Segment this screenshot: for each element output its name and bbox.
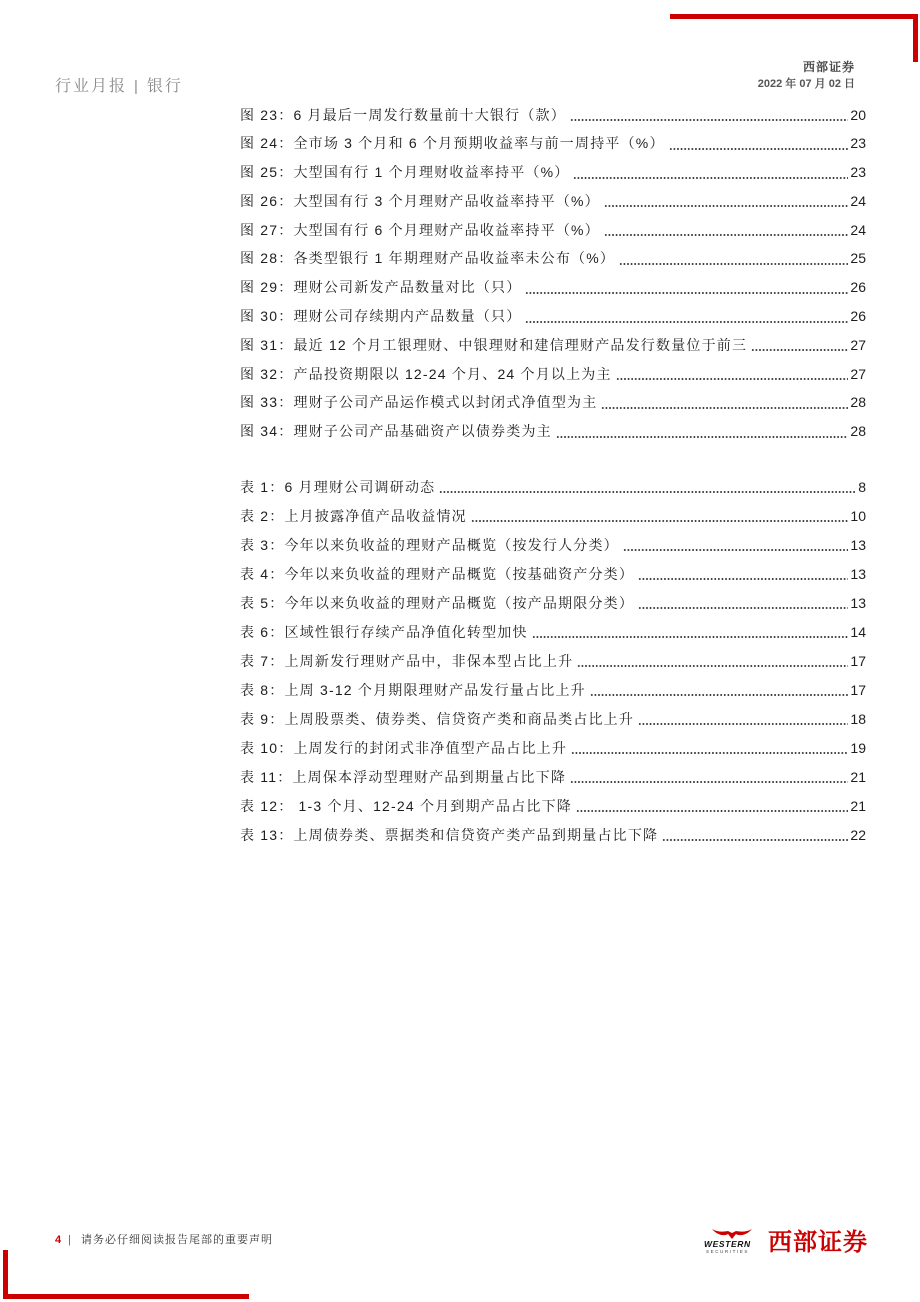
dot-leader [570,763,848,792]
entry-title: 表 12： 1-3 个月、12-24 个月到期产品占比下降 [240,797,572,814]
dot-leader [525,273,848,302]
top-right-red-rule-horizontal [670,14,918,19]
dot-leader [638,560,848,589]
top-right-red-rule-vertical [913,14,918,62]
dot-leader [576,792,848,821]
table-entry-8[interactable] [240,676,866,705]
entry-title: 表 2：上月披露净值产品收益情况 [240,507,467,524]
entry-page-number: 8 [858,478,866,495]
figure-entry-24[interactable] [240,129,866,158]
entry-page-number: 26 [850,279,866,296]
figure-entry-30[interactable] [240,302,866,331]
dot-leader [439,473,856,502]
entry-title: 表 13：上周债券类、票据类和信贷资产类产品到期量占比下降 [240,826,659,843]
dot-leader [751,331,848,360]
dot-leader [570,101,848,130]
disclaimer-text: 请务必仔细阅读报告尾部的重要声明 [80,1234,273,1246]
entry-page-number: 21 [850,768,866,785]
dot-leader [573,158,848,187]
entry-page-number: 23 [850,135,866,152]
figure-entry-32[interactable] [240,360,866,389]
dot-leader [577,647,848,676]
page-footer [55,1232,273,1248]
entry-page-number: 26 [850,308,866,325]
logo-english-name: WESTERN [704,1239,751,1249]
entry-page-number: 10 [850,507,866,524]
table-list [240,473,866,850]
dot-leader [662,821,848,850]
entry-page-number: 24 [850,192,866,209]
entry-page-number: 17 [850,652,866,669]
header-separator: | [134,78,138,95]
western-securities-logo [704,1228,760,1256]
figure-entry-25[interactable] [240,158,866,187]
entry-page-number: 25 [850,250,866,267]
figure-entry-26[interactable] [240,187,866,216]
figure-entry-23[interactable] [240,101,866,130]
bottom-left-red-rule-vertical [3,1250,8,1299]
entry-page-number: 13 [850,565,866,582]
entry-title: 表 10：上周发行的封闭式非净值型产品占比上升 [240,739,568,756]
sector-name: 银行 [146,78,183,95]
entry-page-number: 19 [850,739,866,756]
table-entry-5[interactable] [240,589,866,618]
entry-title: 表 5：今年以来负收益的理财产品概览（按产品期限分类） [240,594,635,611]
entry-title: 图 30：理财公司存续期内产品数量（只） [240,308,522,325]
entry-title: 表 6：区域性银行存续产品净值化转型加快 [240,623,528,640]
entry-title: 图 25：大型国有行 1 个月理财收益率持平（%） [240,164,570,181]
entry-title: 图 26：大型国有行 3 个月理财产品收益率持平（%） [240,192,600,209]
entry-title: 图 29：理财公司新发产品数量对比（只） [240,279,522,296]
table-entry-10[interactable] [240,734,866,763]
bottom-left-red-rule-horizontal [3,1294,249,1299]
figure-entry-28[interactable] [240,244,866,273]
entry-title: 表 11：上周保本浮动型理财产品到期量占比下降 [240,768,567,785]
entry-title: 图 28：各类型银行 1 年期理财产品收益率未公布（%） [240,250,616,267]
entry-title: 图 34：理财子公司产品基础资产以债券类为主 [240,423,552,440]
entry-page-number: 20 [850,106,866,123]
entry-page-number: 21 [850,797,866,814]
footer-separator: | [68,1234,71,1246]
dot-leader [556,417,849,446]
entry-page-number: 24 [850,221,866,238]
dot-leader [669,129,849,158]
entry-page-number: 17 [850,681,866,698]
dot-leader [623,531,849,560]
table-entry-13[interactable] [240,821,866,850]
dot-leader [471,502,849,531]
entry-title: 表 1：6 月理财公司调研动态 [240,478,436,495]
entry-page-number: 27 [850,365,866,382]
figure-list [240,101,866,447]
dot-leader [616,360,849,389]
entry-page-number: 28 [850,394,866,411]
table-entry-12[interactable] [240,792,866,821]
entry-title: 图 32：产品投资期限以 12-24 个月、24 个月以上为主 [240,365,612,382]
entry-page-number: 13 [850,536,866,553]
figure-entry-33[interactable] [240,388,866,417]
dot-leader [638,589,848,618]
figure-entry-27[interactable] [240,216,866,245]
dot-leader [604,216,849,245]
dot-leader [619,244,848,273]
dot-leader [638,705,848,734]
dot-leader [601,388,848,417]
figure-entry-29[interactable] [240,273,866,302]
dot-leader [590,676,849,705]
entry-title: 表 3：今年以来负收益的理财产品概览（按发行人分类） [240,536,619,553]
company-name: 西部证券 [802,60,855,74]
dot-leader [604,187,849,216]
entry-title: 图 33：理财子公司产品运作模式以封闭式净值型为主 [240,394,598,411]
dot-leader [571,734,848,763]
table-entry-9[interactable] [240,705,866,734]
entry-page-number: 13 [850,594,866,611]
entry-title: 图 31：最近 12 个月工银理财、中银理财和建信理财产品发行数量位于前三 [240,336,748,353]
report-type: 行业月报 [55,78,128,95]
entry-title: 表 7：上周新发行理财产品中，非保本型占比上升 [240,652,574,669]
table-entry-4[interactable] [240,560,866,589]
figure-entry-34[interactable] [240,417,866,446]
entry-title: 表 8：上周 3-12 个月期限理财产品发行量占比上升 [240,681,586,698]
entry-page-number: 23 [850,164,866,181]
table-entry-11[interactable] [240,763,866,792]
report-category [55,77,183,97]
table-entry-1[interactable] [240,473,866,502]
table-entry-3[interactable] [240,531,866,560]
figure-entry-31[interactable] [240,331,866,360]
entry-page-number: 22 [850,826,866,843]
table-entry-6[interactable] [240,618,866,647]
entry-page-number: 28 [850,423,866,440]
dot-leader [532,618,849,647]
entry-title: 表 4：今年以来负收益的理财产品概览（按基础资产分类） [240,565,635,582]
report-date: 2022 年 07 月 02 日 [757,78,855,90]
table-entry-2[interactable] [240,502,866,531]
page-number: 4 [55,1234,62,1246]
dot-leader [525,302,848,331]
entry-title: 图 27：大型国有行 6 个月理财产品收益率持平（%） [240,221,600,238]
entry-title: 图 24：全市场 3 个月和 6 个月预期收益率与前一周持平（%） [240,135,665,152]
entry-title: 表 9：上周股票类、债券类、信贷资产类和商品类占比上升 [240,710,635,727]
entry-page-number: 27 [850,336,866,353]
logo-english-subtitle: SECURITIES [706,1249,750,1254]
table-entry-7[interactable] [240,647,866,676]
logo-chinese-name: 西部证券 [768,1229,868,1256]
entry-page-number: 14 [850,623,866,640]
entry-title: 图 23：6 月最后一周发行数量前十大银行（款） [240,106,566,123]
entry-page-number: 18 [850,710,866,727]
